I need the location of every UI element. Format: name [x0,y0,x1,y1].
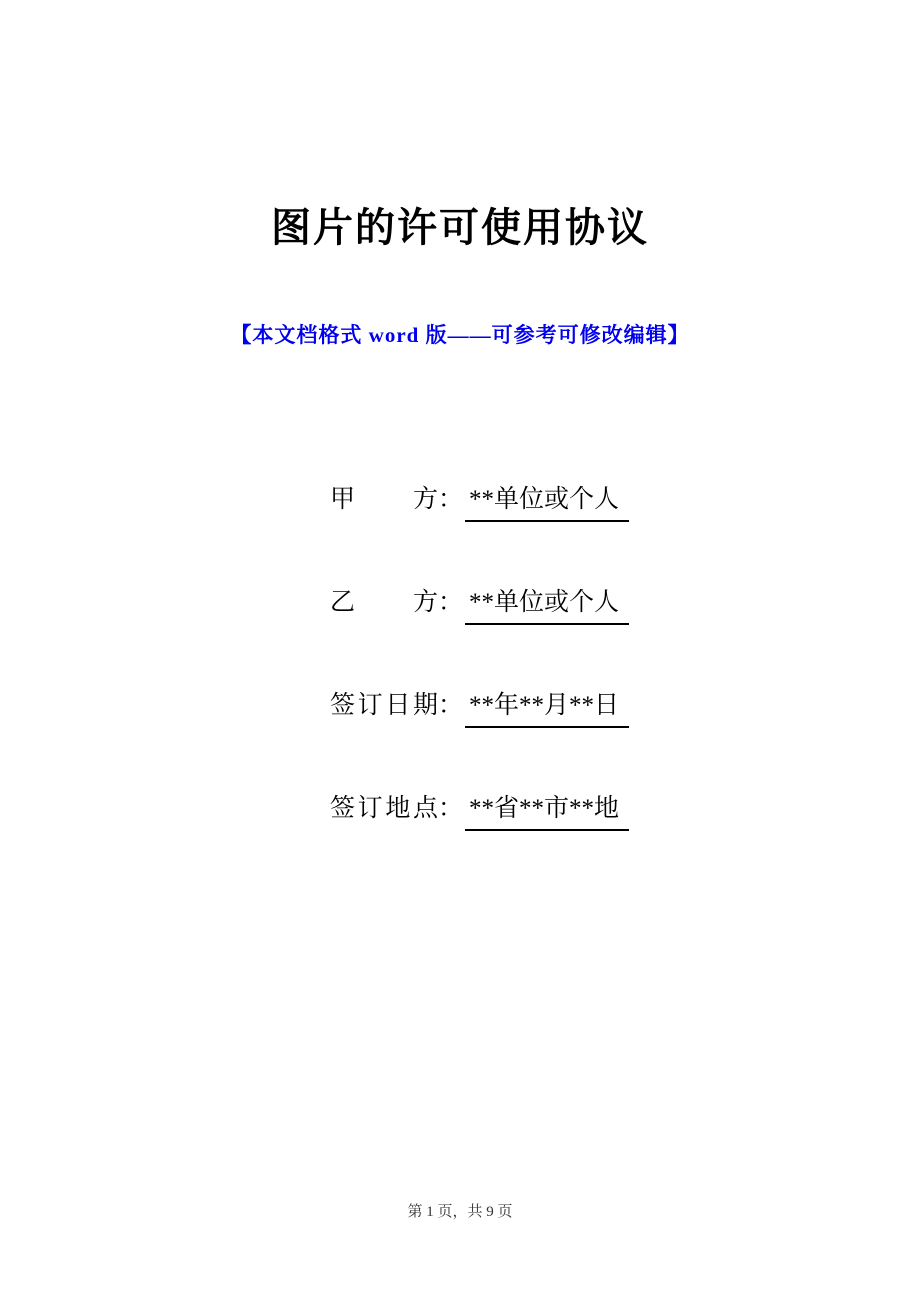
format-notice: 【本文档格式 word 版——可参考可修改编辑】 [230,323,690,347]
field-label-sign-date: 签订日期 [330,692,438,719]
field-label-sign-place: 签订地点 [330,795,438,822]
field-colon: ： [438,692,464,719]
field-value-party-b: **单位或个人 [465,586,629,625]
field-row-party-b [330,586,629,625]
document-title: 图片的许可使用协议 [271,205,649,250]
field-colon: ： [438,795,464,822]
field-value-sign-place: **省**市**地 [465,792,629,831]
page-number-footer: 第 1 页，共 9 页 [407,1204,513,1220]
field-row-sign-date [330,689,629,728]
field-value-sign-date: **年**月**日 [465,689,629,728]
field-colon: ： [438,486,464,513]
field-row-party-a [330,483,629,522]
field-row-sign-place [330,792,629,831]
field-label-party-b: 乙方 [330,589,438,616]
cover-fields [330,483,629,895]
field-label-party-a: 甲方 [330,486,438,513]
field-value-party-a: **单位或个人 [465,483,629,522]
field-colon: ： [438,589,464,616]
